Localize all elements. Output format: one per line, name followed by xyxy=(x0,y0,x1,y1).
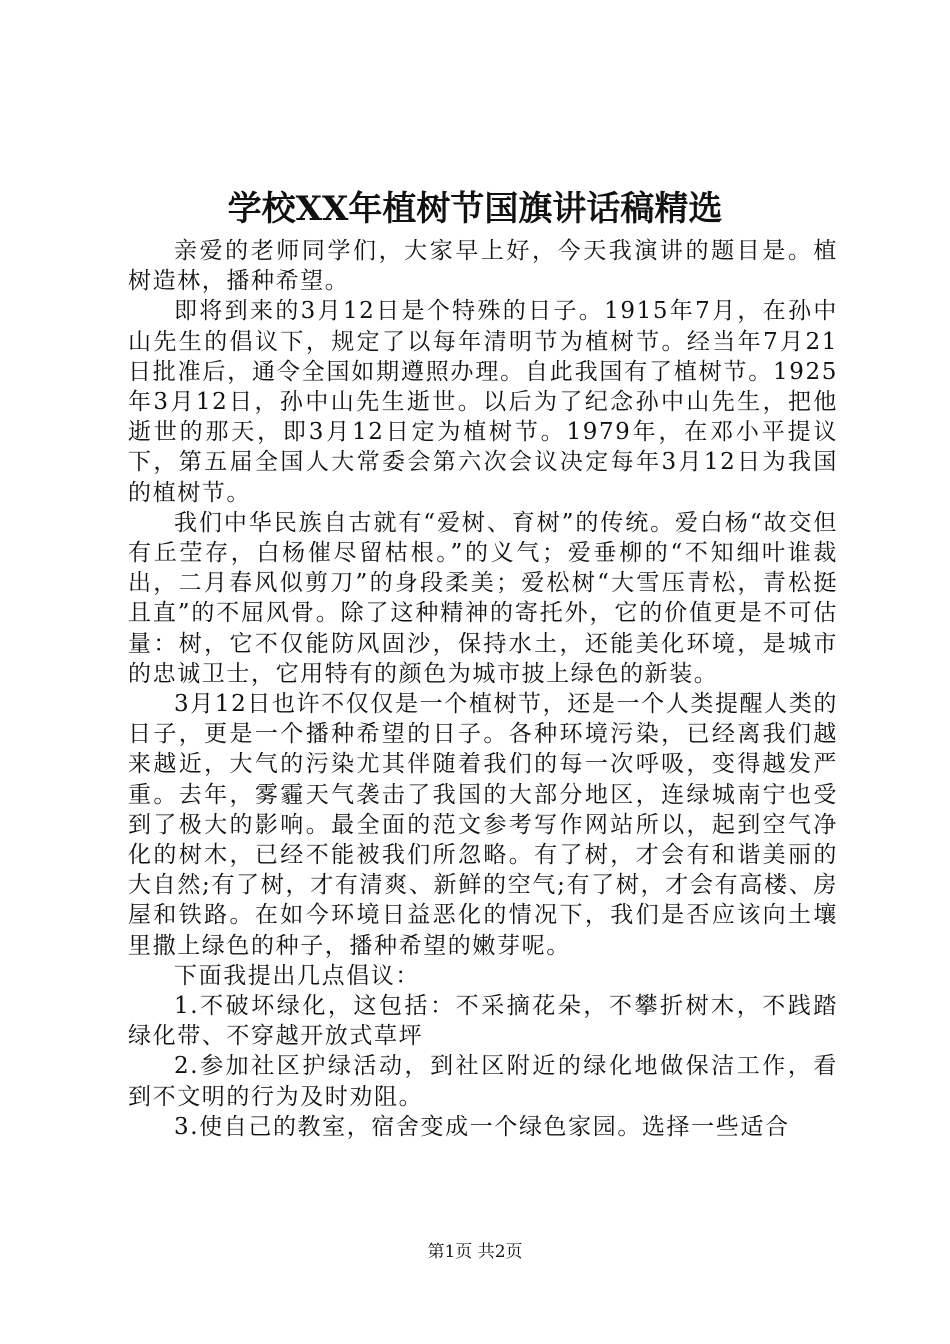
paragraph-tradition: 我们中华民族自古就有“爱树、育树”的传统。爱白杨“故交但有丘茔存，白杨催尽留枯根。”的义气；爱垂柳的“不知细叶谁裁出，二月春风似剪刀”的身段柔美；爱松树“大雪压青松，青松挺且直”的不屈风骨。除了这种精神的寄托外，它的价值更是不可估量：树，它不仅能防风固沙，保持水土，还能美化环境，是城市的忠诚卫士，它用特有的颜色为城市披上绿色的新装。 xyxy=(128,509,838,687)
paragraph-proposals-intro: 下面我提出几点倡议： xyxy=(174,962,420,989)
paragraph-greeting: 亲爱的老师同学们，大家早上好，今天我演讲的题目是。植树造林，播种希望。 xyxy=(128,238,838,295)
proposal-item-1: 1.不破坏绿化，这包括：不采摘花朵，不攀折树木，不践踏绿化带、不穿越开放式草坪 xyxy=(128,993,838,1050)
paragraph-environment: 3月12日也许不仅仅是一个植树节，还是一个人类提醒人类的日子，更是一个播种希望的日子。各种环境污染，已经离我们越来越近，大气的污染尤其伴随着我们的每一次呼吸，变得越发严重。去年，雾霾天气袭击了我国的大部分地区，连绿城南宁也受到了极大的影响。最全面的范文参考写作网站所以，起到空气净化的树木，已经不能被我们所忽略。有了树，才会有和谐美丽的大自然;有了树，才有清爽、新鲜的空气;有了树，才会有高楼、房屋和铁路。在如今环境日益恶化的情况下，我们是否应该向土壤里撒上绿色的种子，播种希望的嫩芽呢。 xyxy=(128,691,838,959)
proposal-item-3: 3.使自己的教室，宿舍变成一个绿色家园。选择一些适合 xyxy=(174,1113,790,1140)
proposal-item-2: 2.参加社区护绿活动，到社区附近的绿化地做保洁工作，看到不文明的行为及时劝阻。 xyxy=(128,1053,838,1110)
document-body xyxy=(128,236,838,1142)
document-title: 学校XX年植树节国旗讲话稿精选 xyxy=(227,189,723,229)
page-number-footer: 第1页 共2页 xyxy=(427,1242,523,1262)
paragraph-history: 即将到来的3月12日是个特殊的日子。1915年7月，在孙中山先生的倡议下，规定了以每年清明节为植树节。经当年7月21日批准后，通令全国如期遵照办理。自此我国有了植树节。1925年3月12日，孙中山先生逝世。以后为了纪念孙中山先生，把他逝世的那天，即3月12日定为植树节。1979年，在邓小平提议下，第五届全国人大常委会第六次会议决定每年3月12日为我国的植树节。 xyxy=(128,298,838,506)
